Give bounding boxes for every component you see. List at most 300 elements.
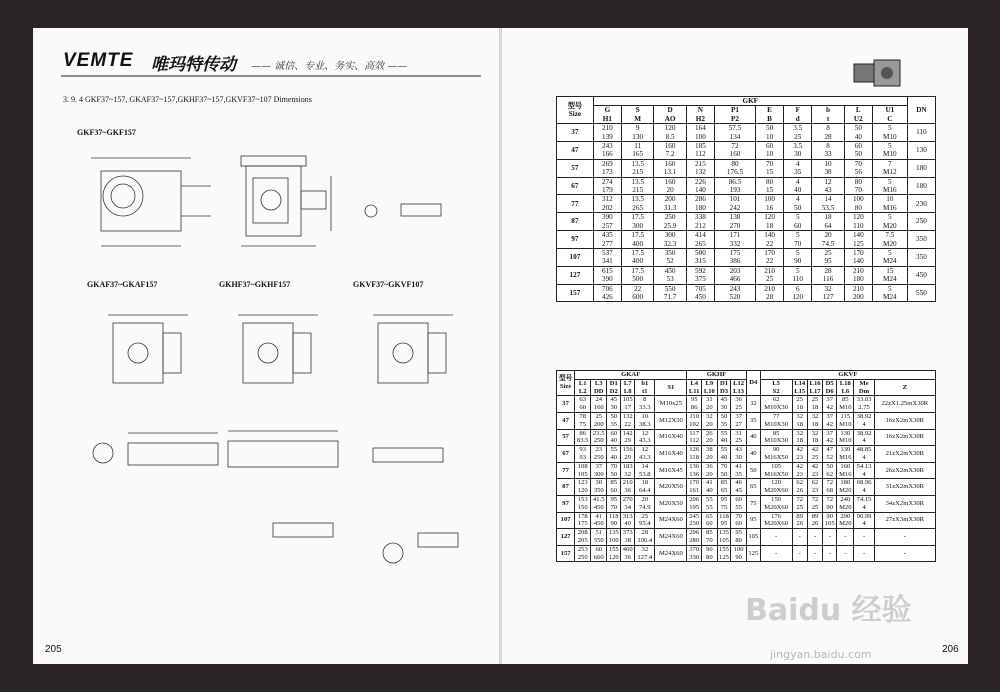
table-row	[557, 213, 936, 231]
value-cell: 120 110	[844, 213, 872, 231]
size-cell: 87	[557, 213, 594, 231]
value-cell: 160 M16	[837, 462, 854, 479]
s1-cell: M24X60	[655, 545, 687, 562]
value-cell: 210 139	[593, 124, 621, 142]
value-cell: 43 30	[731, 446, 746, 463]
page-number-right: 206	[942, 644, 959, 655]
value-cell: 120 18	[756, 213, 784, 231]
value-cell: 25 18	[807, 396, 822, 413]
value-cell: 14 53.5	[812, 195, 844, 213]
value-cell: 120 M20X60	[760, 479, 792, 496]
value-cell: 705 450	[686, 284, 714, 302]
dn-cell: 250	[907, 213, 935, 231]
value-cell: 243 520	[714, 284, 755, 302]
value-cell: 42 23	[807, 462, 822, 479]
d4-cell: 125	[746, 545, 760, 562]
z-cell: -	[874, 545, 935, 562]
value-cell: 55 55	[702, 495, 717, 512]
value-cell: 105 M16X50	[760, 462, 792, 479]
value-cell: 55 40	[717, 429, 731, 446]
value-cell: 26 20	[702, 429, 717, 446]
page-number-left: 205	[45, 644, 62, 655]
value-cell: 85 70	[702, 529, 717, 546]
value-cell: 270 34	[621, 495, 635, 512]
z-cell: 27zX3mX30R	[874, 512, 935, 529]
s1-cell: M10x25	[655, 396, 687, 413]
value-cell: 178 175	[575, 512, 591, 529]
value-cell: 414 265	[686, 231, 714, 249]
value-cell: 77 M10X30	[760, 412, 792, 429]
table-row	[557, 195, 936, 213]
value-cell: 500 315	[686, 248, 714, 266]
value-cell: 86 83.5	[575, 429, 591, 446]
value-cell: -	[807, 529, 822, 546]
value-cell: 18 64.4	[635, 479, 655, 496]
value-cell: 25 95	[812, 248, 844, 266]
value-cell: 210 28	[756, 284, 784, 302]
d4-cell: 95	[746, 512, 760, 529]
value-cell: 12 43	[812, 177, 844, 195]
gkhf-group-header: GKHF	[687, 371, 747, 380]
value-cell: 55 40	[717, 446, 731, 463]
value-cell: 85 M10	[837, 396, 854, 413]
value-cell: 68.96 4	[854, 479, 874, 496]
baidu-watermark-url: jingyan.baidu.com	[770, 648, 872, 661]
value-cell: 156 29	[621, 446, 635, 463]
value-cell: 23 250	[591, 446, 607, 463]
value-cell: 5 90	[784, 248, 812, 266]
value-cell: 4 35	[784, 159, 812, 177]
gkf-dimension-table	[556, 96, 936, 302]
dn-cell: 550	[907, 284, 935, 302]
d4-header: D4	[746, 371, 760, 396]
value-cell: 47 52	[823, 446, 837, 463]
value-cell: 215 132	[686, 159, 714, 177]
value-cell: 50 40	[844, 124, 872, 142]
value-cell: 72 25	[807, 495, 822, 512]
shaft-detail-drawings	[73, 423, 483, 593]
table-row	[557, 479, 936, 496]
value-cell: 118 95	[717, 512, 731, 529]
value-cell: 3.5 30	[784, 142, 812, 160]
value-cell: 12 43.3	[635, 429, 655, 446]
value-cell: 33.03 2.75	[854, 396, 874, 413]
value-cell: 32 18	[807, 412, 822, 429]
value-cell: 537 341	[593, 248, 621, 266]
s1-cell: M20X50	[655, 479, 687, 496]
value-cell: 13.5 265	[621, 195, 653, 213]
value-cell: 65 60	[702, 512, 717, 529]
value-cell: 274 179	[593, 177, 621, 195]
slogan: —— 诚信、专业、务实、高效 ——	[251, 61, 408, 72]
value-cell: 41.5 450	[591, 495, 607, 512]
table-row	[557, 177, 936, 195]
table-row	[557, 495, 936, 512]
d4-cell: 50	[746, 462, 760, 479]
value-cell: 180 M20	[837, 479, 854, 496]
value-cell: 85 M10X30	[760, 429, 792, 446]
dn-cell: 180	[907, 177, 935, 195]
value-cell: 95 86	[687, 396, 702, 413]
gkf-col-header: S M	[621, 106, 653, 124]
value-cell: 60 40	[607, 429, 621, 446]
value-cell: 7 M12	[872, 159, 907, 177]
dn-cell: 230	[907, 195, 935, 213]
table-row	[557, 396, 936, 413]
value-cell: -	[854, 529, 874, 546]
value-cell: -	[792, 529, 807, 546]
value-cell: 9 130	[621, 124, 653, 142]
value-cell: 32 20	[702, 412, 717, 429]
value-cell: 160 20	[654, 177, 686, 195]
value-cell: -	[807, 545, 822, 562]
value-cell: 373 38	[621, 529, 635, 546]
value-cell: 170 22	[756, 248, 784, 266]
value-cell: 138 270	[714, 213, 755, 231]
s1-cell: M12X30	[655, 412, 687, 429]
value-cell: 160 13.1	[654, 159, 686, 177]
gkf-col-header: G H1	[593, 106, 621, 124]
gkf-col-header: U1 C	[872, 106, 907, 124]
value-cell: 160 7.2	[654, 142, 686, 160]
value-cell: 38.92 4	[854, 429, 874, 446]
gkhf-col-header: D1 D3	[717, 379, 731, 396]
table-row	[557, 529, 936, 546]
value-cell: 24 160	[591, 396, 607, 413]
dn-cell: 450	[907, 266, 935, 284]
value-cell: 390 257	[593, 213, 621, 231]
value-cell: 450 53	[654, 266, 686, 284]
gkf-col-header: P1 P2	[714, 106, 755, 124]
value-cell: 10 M16	[872, 195, 907, 213]
z-cell: 22zX1.25mX30R	[874, 396, 935, 413]
gkf-col-header: E B	[756, 106, 784, 124]
value-cell: 101 242	[714, 195, 755, 213]
table-row	[557, 159, 936, 177]
value-cell: -	[823, 545, 837, 562]
value-cell: 132 22	[621, 412, 635, 429]
value-cell: 32 18	[792, 412, 807, 429]
z-cell: 16zX2mX30R	[874, 429, 935, 446]
table-row	[557, 284, 936, 302]
value-cell: 55 40	[607, 446, 621, 463]
value-cell: 50 62	[823, 462, 837, 479]
value-cell: 70 60	[731, 512, 746, 529]
value-cell: 89 26	[807, 512, 822, 529]
gkvf-col-header: Me Dm	[854, 379, 874, 396]
value-cell: 120 8.5	[654, 124, 686, 142]
value-cell: 5 M10	[872, 142, 907, 160]
d4-cell: 40	[746, 429, 760, 446]
gkf-dimension-drawing	[81, 136, 471, 271]
gkvf-group-header: GKVF	[760, 371, 935, 380]
value-cell: 17.5 500	[621, 266, 653, 284]
value-cell: 126 118	[687, 446, 702, 463]
gkaf-col-header: D1 D2	[607, 379, 621, 396]
value-cell: 170 140	[844, 248, 872, 266]
value-cell: 45 30	[717, 396, 731, 413]
value-cell: 210 25	[756, 266, 784, 284]
z-cell: 34zX2mX30R	[874, 495, 935, 512]
section-title: 3. 9. 4 GKF37~157, GKAF37~157,GKHF37~157,GKVF37~107 Dimensions	[63, 95, 312, 104]
gkvf-col-header: L18 L6	[837, 379, 854, 396]
value-cell: 22 600	[621, 284, 653, 302]
value-cell: 155 125	[717, 545, 731, 562]
value-cell: 50 35	[717, 412, 731, 429]
gkf-col-header: L U2	[844, 106, 872, 124]
d4-cell: 40	[746, 446, 760, 463]
table-row	[557, 429, 936, 446]
value-cell: 50 35	[607, 412, 621, 429]
d4-cell: 105	[746, 529, 760, 546]
value-cell: 140 22	[756, 231, 784, 249]
value-cell: 78 75	[575, 412, 591, 429]
table-row	[557, 512, 936, 529]
value-cell: 70 15	[756, 159, 784, 177]
size-cell: 77	[557, 195, 594, 213]
value-cell: 90 105	[823, 512, 837, 529]
value-cell: 286 180	[686, 195, 714, 213]
d4-cell: 32	[746, 396, 760, 413]
value-cell: 10 38	[812, 159, 844, 177]
value-cell: 41 450	[591, 512, 607, 529]
gkaf-col-header: L3 DD	[591, 379, 607, 396]
figure-label-gkhf: GKHF37~GKHF157	[219, 280, 291, 289]
value-cell: 206 195	[687, 495, 702, 512]
z-cell: 21zX2mX30R	[874, 446, 935, 463]
value-cell: 100 80	[844, 195, 872, 213]
value-cell: -	[760, 545, 792, 562]
value-cell: 130 M10	[837, 429, 854, 446]
value-cell: 62 M10X30	[760, 396, 792, 413]
value-cell: 240 M20	[837, 495, 854, 512]
table-row	[557, 231, 936, 249]
value-cell: 123 120	[575, 479, 591, 496]
d4-cell: 65	[746, 479, 760, 496]
value-cell: 93 93	[575, 446, 591, 463]
value-cell: 60 10	[756, 142, 784, 160]
value-cell: 203 466	[714, 266, 755, 284]
value-cell: 57.5 134	[714, 124, 755, 142]
value-cell: -	[792, 545, 807, 562]
value-cell: 130 M16	[837, 446, 854, 463]
value-cell: 136 136	[687, 462, 702, 479]
value-cell: 150 M20X60	[760, 495, 792, 512]
value-cell: 183 32	[621, 462, 635, 479]
baidu-watermark: Baidu 经验	[745, 593, 912, 628]
d4-cell: 75	[746, 495, 760, 512]
dn-cell: 180	[907, 159, 935, 177]
value-cell: 243 166	[593, 142, 621, 160]
z-cell: 16zX2mX30R	[874, 412, 935, 429]
value-cell: 72 90	[823, 495, 837, 512]
size-cell: 107	[557, 248, 594, 266]
value-cell: 142 29	[621, 429, 635, 446]
z-cell: 26zX2mX30R	[874, 462, 935, 479]
value-cell: 60 55	[731, 495, 746, 512]
hollow-shaft-drawings	[93, 303, 483, 393]
size-cell: 67	[557, 446, 575, 463]
value-cell: 171 332	[714, 231, 755, 249]
value-cell: 17.5 400	[621, 231, 653, 249]
size-cell: 37	[557, 396, 575, 413]
value-cell: 42 23	[792, 462, 807, 479]
gkf-group-header: GKF	[593, 97, 907, 106]
value-cell: 32 18	[792, 429, 807, 446]
value-cell: 18 64	[812, 213, 844, 231]
value-cell: 70 50	[717, 462, 731, 479]
value-cell: 200 31.3	[654, 195, 686, 213]
value-cell: 80 70	[844, 177, 872, 195]
figure-label-gkf: GKF37~GKF157	[77, 128, 136, 137]
value-cell: 46 45	[731, 479, 746, 496]
brand-logo: VEMTE	[63, 50, 134, 71]
gkhf-col-header: L12 L13	[731, 379, 746, 396]
value-cell: 13.5 215	[621, 177, 653, 195]
value-cell: 42 23	[792, 446, 807, 463]
value-cell: 269 173	[593, 159, 621, 177]
value-cell: 176 M20X60	[760, 512, 792, 529]
gkaf-gkhf-gkvf-table	[556, 370, 936, 562]
value-cell: 245 230	[687, 512, 702, 529]
value-cell: 54.13 4	[854, 462, 874, 479]
value-cell: 185 112	[686, 142, 714, 160]
value-cell: 20 74.9	[635, 495, 655, 512]
value-cell: 118 90	[607, 512, 621, 529]
size-cell: 107	[557, 512, 575, 529]
value-cell: 5 M24	[872, 248, 907, 266]
value-cell: 37 300	[591, 462, 607, 479]
value-cell: -	[837, 529, 854, 546]
value-cell: 3.5 25	[784, 124, 812, 142]
size-cell: 127	[557, 529, 575, 546]
value-cell: 23.5 250	[591, 429, 607, 446]
value-cell: 25 200	[591, 412, 607, 429]
size-cell: 77	[557, 462, 575, 479]
value-cell: 100 90	[731, 545, 746, 562]
value-cell: 37 42	[823, 412, 837, 429]
gearmotor-icon	[848, 56, 908, 90]
value-cell: 210 36	[621, 479, 635, 496]
value-cell: 5 M16	[872, 177, 907, 195]
value-cell: 36 25	[731, 396, 746, 413]
z-header: Z	[874, 379, 935, 396]
value-cell: 37 27	[731, 412, 746, 429]
value-cell: 37 42	[823, 396, 837, 413]
value-cell: 5 M24	[872, 284, 907, 302]
table-row	[557, 462, 936, 479]
value-cell: 60 50	[844, 142, 872, 160]
value-cell: 72 25	[792, 495, 807, 512]
value-cell: 17.5 400	[621, 248, 653, 266]
value-cell: 48.85 4	[854, 446, 874, 463]
value-cell: 51 550	[591, 529, 607, 546]
value-cell: 90 80	[702, 545, 717, 562]
gkhf-col-header: L4 L11	[687, 379, 702, 396]
table-row	[557, 142, 936, 160]
value-cell: 8 33	[812, 142, 844, 160]
figure-label-gkvf: GKVF37~GKVF107	[353, 280, 424, 289]
value-cell: 15 M24	[872, 266, 907, 284]
value-cell: 17.5 300	[621, 213, 653, 231]
value-cell: 110 102	[687, 412, 702, 429]
value-cell: 41 35	[731, 462, 746, 479]
value-cell: 5 60	[784, 213, 812, 231]
value-cell: 90.99 4	[854, 512, 874, 529]
size-cell: 87	[557, 479, 575, 496]
value-cell: 550 71.7	[654, 284, 686, 302]
gkf-col-header: D AO	[654, 106, 686, 124]
value-cell: 28 106.4	[635, 529, 655, 546]
gkaf-col-header: b1 t1	[635, 379, 655, 396]
s1-cell: M16X40	[655, 429, 687, 446]
s1-cell: M20X50	[655, 495, 687, 512]
value-cell: 5 M20	[872, 213, 907, 231]
value-cell: 37 42	[823, 429, 837, 446]
value-cell: 5 70	[784, 231, 812, 249]
gkaf-col-header: L7 L8	[621, 379, 635, 396]
value-cell: 38.92 4	[854, 412, 874, 429]
value-cell: 62 23	[807, 479, 822, 496]
value-cell: 36 20	[702, 462, 717, 479]
value-cell: 300 32.3	[654, 231, 686, 249]
value-cell: 20 74.5	[812, 231, 844, 249]
size-cell: 57	[557, 159, 594, 177]
size-cell: 157	[557, 545, 575, 562]
size-header: 型号 Size	[557, 97, 594, 124]
value-cell: 135 105	[717, 529, 731, 546]
size-cell: 47	[557, 412, 575, 429]
size-cell: 97	[557, 231, 594, 249]
value-cell: 164 100	[686, 124, 714, 142]
value-cell: 50 10	[756, 124, 784, 142]
value-cell: 14 53.8	[635, 462, 655, 479]
value-cell: 70 50	[607, 462, 621, 479]
value-cell: 32 127	[812, 284, 844, 302]
value-cell: 210 200	[844, 284, 872, 302]
s1-header: S1	[655, 379, 687, 396]
value-cell: 100 16	[756, 195, 784, 213]
value-cell: 74.15 4	[854, 495, 874, 512]
value-cell: 4 40	[784, 177, 812, 195]
s1-cell: M24X60	[655, 512, 687, 529]
table-row	[557, 248, 936, 266]
dn-cell: 350	[907, 231, 935, 249]
value-cell: 226 140	[686, 177, 714, 195]
value-cell: 10 38.3	[635, 412, 655, 429]
value-cell: 210 180	[844, 266, 872, 284]
value-cell: 31 25	[731, 429, 746, 446]
s1-cell: M16X40	[655, 446, 687, 463]
s1-cell: M24X60	[655, 529, 687, 546]
size-cell: 157	[557, 284, 594, 302]
gkaf-col-header: L1 L2	[575, 379, 591, 396]
value-cell: 5 M10	[872, 124, 907, 142]
dn-cell: 110	[907, 124, 935, 142]
value-cell: 38 20	[702, 446, 717, 463]
value-cell: 338 212	[686, 213, 714, 231]
value-cell: 153 150	[575, 495, 591, 512]
value-cell: 170 161	[687, 479, 702, 496]
value-cell: 85 65	[717, 479, 731, 496]
table-row	[557, 124, 936, 142]
gkf-col-header: F d	[784, 106, 812, 124]
value-cell: 155 120	[607, 545, 621, 562]
value-cell: 95 70	[607, 495, 621, 512]
value-cell: -	[823, 529, 837, 546]
table-row	[557, 446, 936, 463]
value-cell: 615 390	[593, 266, 621, 284]
